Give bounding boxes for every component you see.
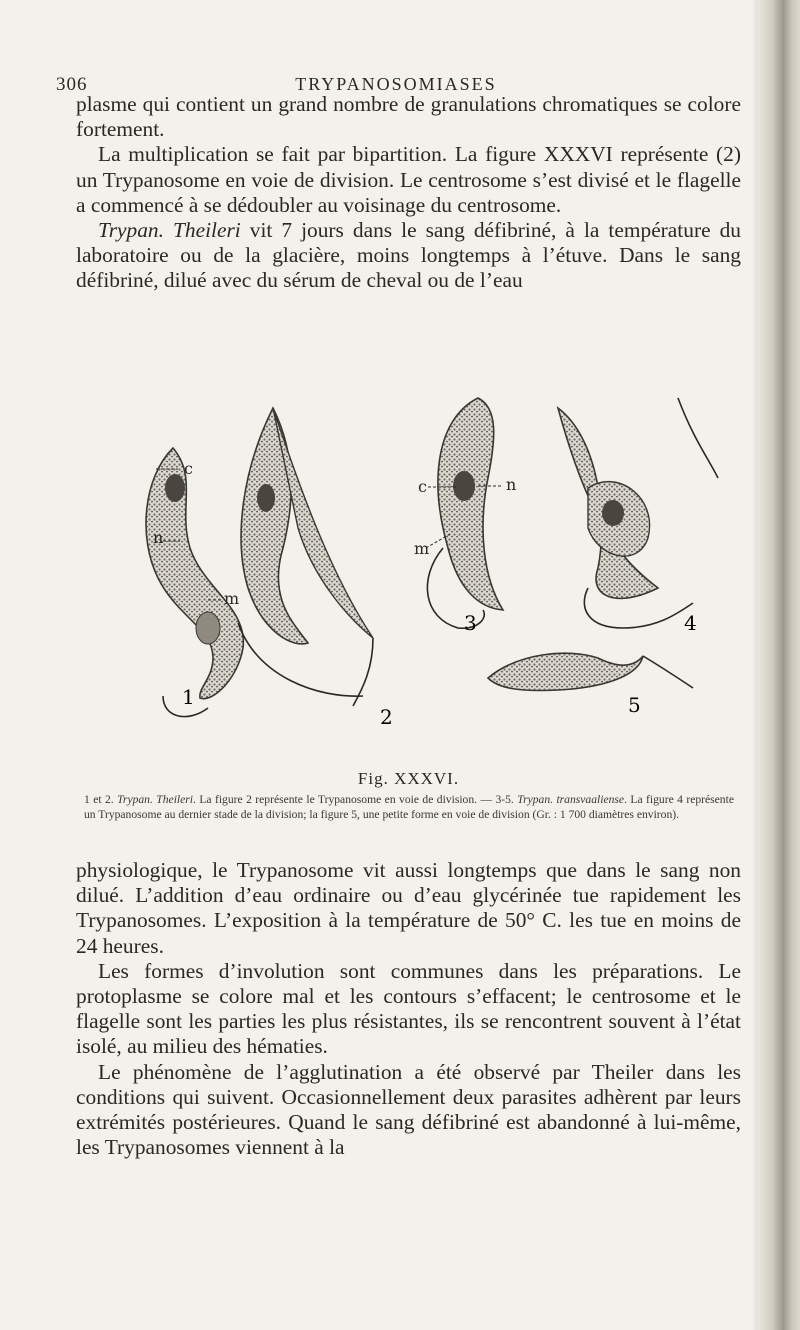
body-1 — [146, 448, 243, 699]
trypanosome-figure — [118, 378, 738, 758]
caption-part-b: . La figure 2 représente le Trypanosome en voie de division. — 3-5. — [193, 793, 518, 806]
page-number: 306 — [56, 74, 88, 95]
label-n-mid: n — [506, 475, 517, 494]
trypanosome-5 — [488, 653, 693, 717]
fig-label-5: 5 — [628, 693, 641, 717]
fig-label-2: 2 — [380, 705, 393, 729]
caption-italic-b: Trypan. transvaaliense — [517, 793, 625, 806]
centrosome-2 — [257, 484, 275, 512]
running-title: TRYPANOSOMIASES — [295, 74, 497, 94]
trypanosome-1 — [146, 448, 243, 717]
label-m-mid: m — [414, 539, 430, 558]
figure-caption — [84, 792, 734, 822]
caption-part-a: 1 et 2. — [84, 793, 118, 806]
fig-label-4: 4 — [684, 611, 697, 635]
paragraph-6: Le phénomène de l’agglutination a été observé par Theiler dans les conditions qui suivent. Occasionnellement deux parasites adhèrent par leurs extrémités postérieures. Quand le sang défibriné est abandonné à lui-même, les Trypanosomes viennent à la — [76, 1059, 741, 1160]
nucleus-1 — [196, 612, 220, 644]
caption-italic-a: Trypan. Theileri — [117, 793, 194, 806]
paragraph-5: Les formes d’involution sont communes dans les préparations. Le protoplasme se colore mal et les contours s’effacent; le centrosome et le flagelle sont les parties les plus résistantes, ils se rencontrent souvent à l’état isolé, au milieu des hématies. — [76, 958, 741, 1059]
paragraph-3 — [76, 218, 741, 294]
species-name: Trypan. Theileri — [98, 218, 241, 243]
body-5 — [488, 653, 643, 690]
nucleus-4 — [602, 500, 624, 526]
trypanosome-4 — [558, 398, 718, 635]
fig-label-1: 1 — [182, 685, 195, 709]
text-block-bottom — [76, 858, 741, 1160]
label-c-left: c — [184, 459, 193, 478]
figure-title: Fig. XXXVI. — [357, 769, 460, 788]
caption-part-c: . La figure 4 représente un Trypanosome au dernier stade de la division; la figure 5, une petite forme en voie de division (Gr. : 1 700 diamètres environ). — [84, 793, 734, 821]
trypanosome-2 — [238, 408, 393, 729]
paragraph-2: La multiplication se fait par bipartition. La figure XXXVI représente (2) un Trypanosome en voie de division. Le centrosome s’est divisé et le flagelle a commencé à se dédoubler au voisinage du centrosome. — [76, 142, 741, 217]
text-block-top — [76, 92, 741, 294]
fig-label-3: 3 — [464, 611, 477, 635]
nucleus-3 — [453, 471, 475, 501]
label-n-left: n — [153, 528, 164, 547]
label-m-left: m — [224, 589, 240, 608]
flagellum-5 — [643, 656, 693, 688]
body-3 — [438, 398, 503, 610]
label-c-mid: c — [418, 477, 427, 496]
gutter-shadow — [752, 0, 758, 1330]
paragraph-1: plasme qui contient un grand nombre de granulations chromatiques se colore fortement. — [76, 92, 741, 142]
centrosome-1 — [165, 474, 185, 502]
paragraph-3-text: vit 7 jours dans le sang défibriné, à la température du laboratoire ou de la glacière, moins longtemps à l’étuve. Dans le sang défibriné, dilué avec du sérum de cheval ou de l’eau — [76, 218, 741, 293]
flagellum-4 — [678, 398, 718, 478]
page-edge-shading — [758, 0, 800, 1330]
trypanosome-3 — [427, 398, 503, 635]
paragraph-4: physiologique, le Trypanosome vit aussi longtemps que dans le sang non dilué. L’addition d’eau ordinaire ou d’eau glycérinée tue rapidement les Trypanosomes. L’exposition à la température de 50° C. les tue en moins de 24 heures. — [76, 858, 741, 958]
